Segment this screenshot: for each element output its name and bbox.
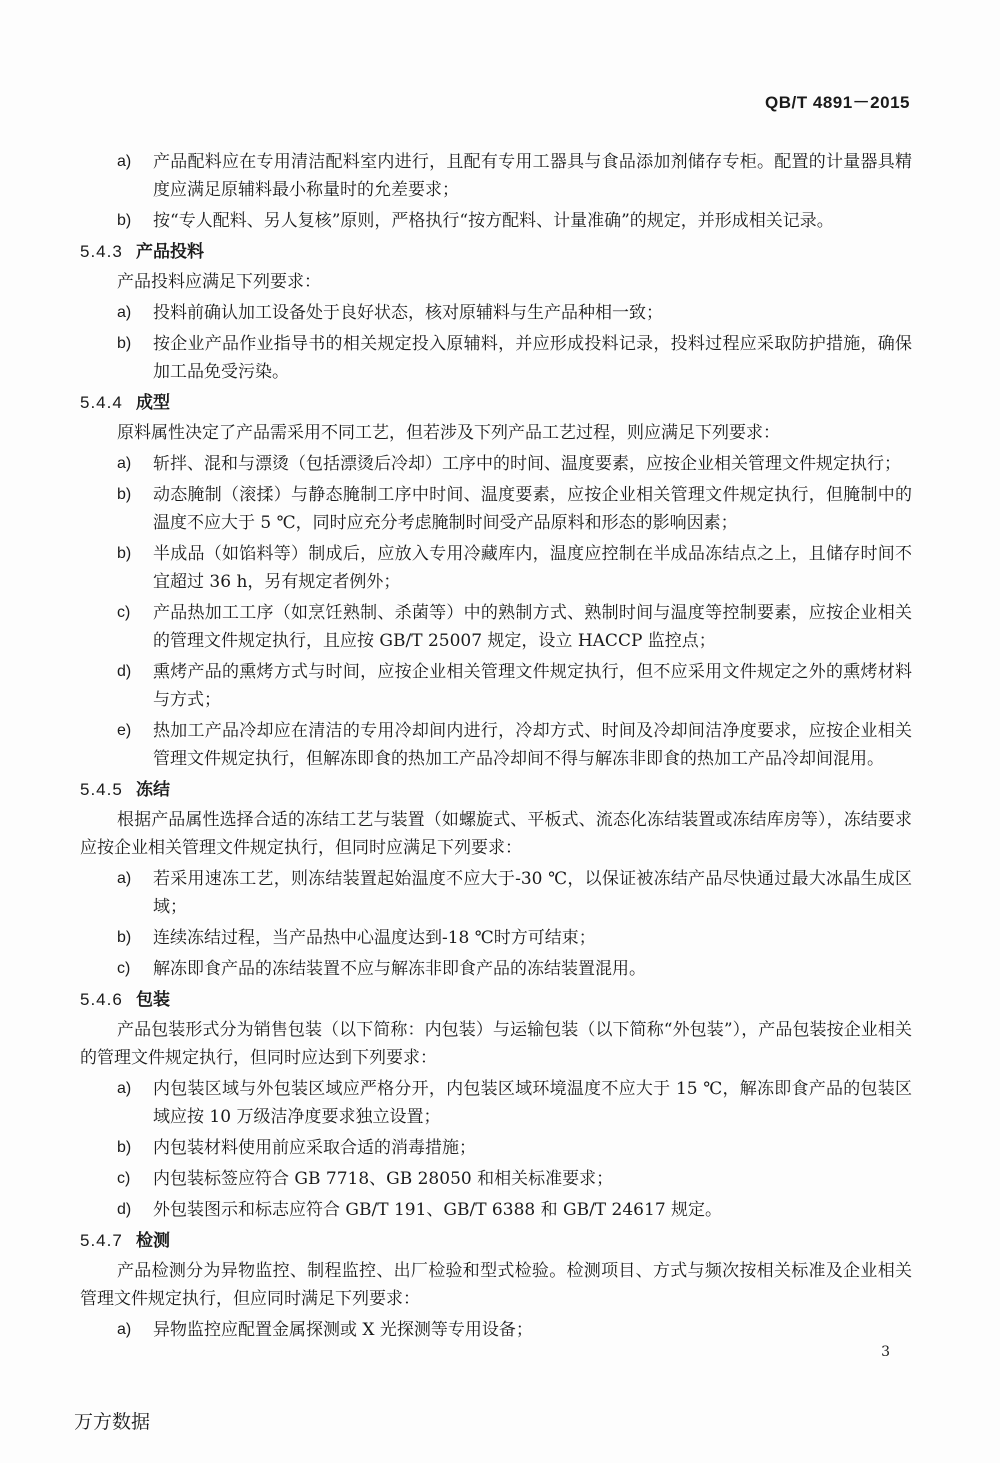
item-text: 产品配料应在专用清洁配料室内进行，且配有专用工器具与食品添加剂储存专柜。配置的计量器具精度应满足原辅料最小称量时的允差要求； xyxy=(153,152,912,200)
list-item xyxy=(80,1316,912,1344)
list-item xyxy=(80,207,912,235)
item-text: 按“专人配料、另人复核”原则，严格执行“按方配料、计量准确”的规定，并形成相关记录。 xyxy=(153,211,834,231)
item-text: 按企业产品作业指导书的相关规定投入原辅料，并应形成投料记录，投料过程应采取防护措施，确保加工品免受污染。 xyxy=(153,334,912,382)
item-marker: b) xyxy=(117,335,132,352)
item-text: 产品热加工工序（如烹饪熟制、杀菌等）中的熟制方式、熟制时间与温度等控制要素，应按企业相关的管理文件规定执行，且应按 GB/T 25007 规定，设立 HACCP 监控点； xyxy=(153,603,912,651)
list-item xyxy=(80,1165,912,1193)
section-heading-5-4-5 xyxy=(80,776,912,804)
section-heading-5-4-3 xyxy=(80,238,912,266)
footer-source-label: 万方数据 xyxy=(74,1411,151,1433)
list-item xyxy=(80,330,912,386)
item-marker: c) xyxy=(117,604,131,621)
list-item xyxy=(80,540,912,596)
item-text: 内包装标签应符合 GB 7718、GB 28050 和相关标准要求； xyxy=(153,1169,614,1189)
item-marker: c) xyxy=(117,1170,131,1187)
section-intro: 根据产品属性选择合适的冻结工艺与装置（如螺旋式、平板式、流态化冻结装置或冻结库房等），冻结要求应按企业相关管理文件规定执行，但同时应满足下列要求： xyxy=(80,810,912,858)
item-text: 投料前确认加工设备处于良好状态，核对原辅料与生产品种相一致； xyxy=(153,303,663,323)
list-item xyxy=(80,658,912,714)
section-intro: 产品投料应满足下列要求： xyxy=(117,272,321,292)
section-heading-5-4-4 xyxy=(80,389,912,417)
standard-code-header: QB/T 4891－2015 xyxy=(765,93,910,112)
section-intro: 产品检测分为异物监控、制程监控、出厂检验和型式检验。检测项目、方式与频次按相关标准及企业相关管理文件规定执行，但应同时满足下列要求： xyxy=(80,1261,912,1309)
item-text: 内包装材料使用前应采取合适的消毒措施； xyxy=(153,1138,476,1158)
item-text: 半成品（如馅料等）制成后，应放入专用冷藏库内，温度应控制在半成品冻结点之上，且储存时间不宜超过 36 h，另有规定者例外； xyxy=(153,544,912,592)
item-text: 动态腌制（滚揉）与静态腌制工序中时间、温度要素，应按企业相关管理文件规定执行，但腌制中的温度不应大于 5 ℃，同时应充分考虑腌制时间受产品原料和形态的影响因素； xyxy=(153,485,912,533)
item-text: 连续冻结过程，当产品热中心温度达到-18 ℃时方可结束； xyxy=(153,928,596,948)
section-number: 5.4.6 xyxy=(80,990,123,1009)
section-number: 5.4.3 xyxy=(80,242,123,261)
section-title: 检测 xyxy=(136,1231,170,1251)
item-marker: b) xyxy=(117,486,132,503)
section-intro: 产品包装形式分为销售包装（以下简称：内包装）与运输包装（以下简称“外包装”），产品包装按企业相关的管理文件规定执行，但同时应达到下列要求： xyxy=(80,1020,912,1068)
item-marker: e) xyxy=(117,722,132,739)
list-item xyxy=(80,450,912,478)
item-marker: b) xyxy=(117,1139,132,1156)
item-marker: d) xyxy=(117,1201,132,1218)
section-heading-5-4-7 xyxy=(80,1227,912,1255)
item-text: 熏烤产品的熏烤方式与时间，应按企业相关管理文件规定执行，但不应采用文件规定之外的熏烤材料与方式； xyxy=(153,662,912,710)
section-title: 冻结 xyxy=(136,780,170,800)
item-text: 解冻即食产品的冻结装置不应与解冻非即食产品的冻结装置混用。 xyxy=(153,959,646,979)
item-marker: a) xyxy=(117,1080,132,1097)
list-item xyxy=(80,299,912,327)
item-text: 热加工产品冷却应在清洁的专用冷却间内进行，冷却方式、时间及冷却间洁净度要求，应按企业相关管理文件规定执行，但解冻即食的热加工产品冷却间不得与解冻非即食的热加工产品冷却间混用。 xyxy=(153,721,912,769)
page-number: 3 xyxy=(881,1344,890,1360)
item-marker: d) xyxy=(117,663,132,680)
section-title: 成型 xyxy=(136,393,170,413)
list-item xyxy=(80,148,912,204)
section-number: 5.4.7 xyxy=(80,1231,123,1250)
list-item xyxy=(80,481,912,537)
list-item xyxy=(80,599,912,655)
section-number: 5.4.5 xyxy=(80,780,123,799)
item-marker: a) xyxy=(117,1321,132,1338)
item-marker: a) xyxy=(117,153,132,170)
item-text: 若采用速冻工艺，则冻结装置起始温度不应大于-30 ℃，以保证被冻结产品尽快通过最大冰晶生成区域； xyxy=(153,869,912,917)
section-heading-5-4-6 xyxy=(80,986,912,1014)
item-text: 内包装区域与外包装区域应严格分开，内包装区域环境温度不应大于 15 ℃，解冻即食产品的包装区域应按 10 万级洁净度要求独立设置； xyxy=(153,1079,912,1127)
list-item xyxy=(80,1134,912,1162)
item-text: 异物监控应配置金属探测或 X 光探测等专用设备； xyxy=(153,1320,533,1340)
item-text: 外包装图示和标志应符合 GB/T 191、GB/T 6388 和 GB/T 24617 规定。 xyxy=(153,1200,723,1220)
list-item xyxy=(80,717,912,773)
item-marker: c) xyxy=(117,960,131,977)
item-marker: a) xyxy=(117,870,132,887)
section-title: 包装 xyxy=(136,990,170,1010)
item-marker: b) xyxy=(117,545,132,562)
list-item xyxy=(80,924,912,952)
section-number: 5.4.4 xyxy=(80,393,123,412)
list-item xyxy=(80,1196,912,1224)
item-marker: a) xyxy=(117,304,132,321)
section-intro: 原料属性决定了产品需采用不同工艺，但若涉及下列产品工艺过程，则应满足下列要求： xyxy=(117,423,780,443)
list-item xyxy=(80,865,912,921)
list-item xyxy=(80,955,912,983)
document-body xyxy=(80,148,912,1347)
section-title: 产品投料 xyxy=(136,242,204,262)
item-marker: a) xyxy=(117,455,132,472)
item-marker: b) xyxy=(117,929,132,946)
list-item xyxy=(80,1075,912,1131)
item-text: 斩拌、混和与漂烫（包括漂烫后冷却）工序中的时间、温度要素，应按企业相关管理文件规定执行； xyxy=(153,454,901,474)
item-marker: b) xyxy=(117,212,132,229)
